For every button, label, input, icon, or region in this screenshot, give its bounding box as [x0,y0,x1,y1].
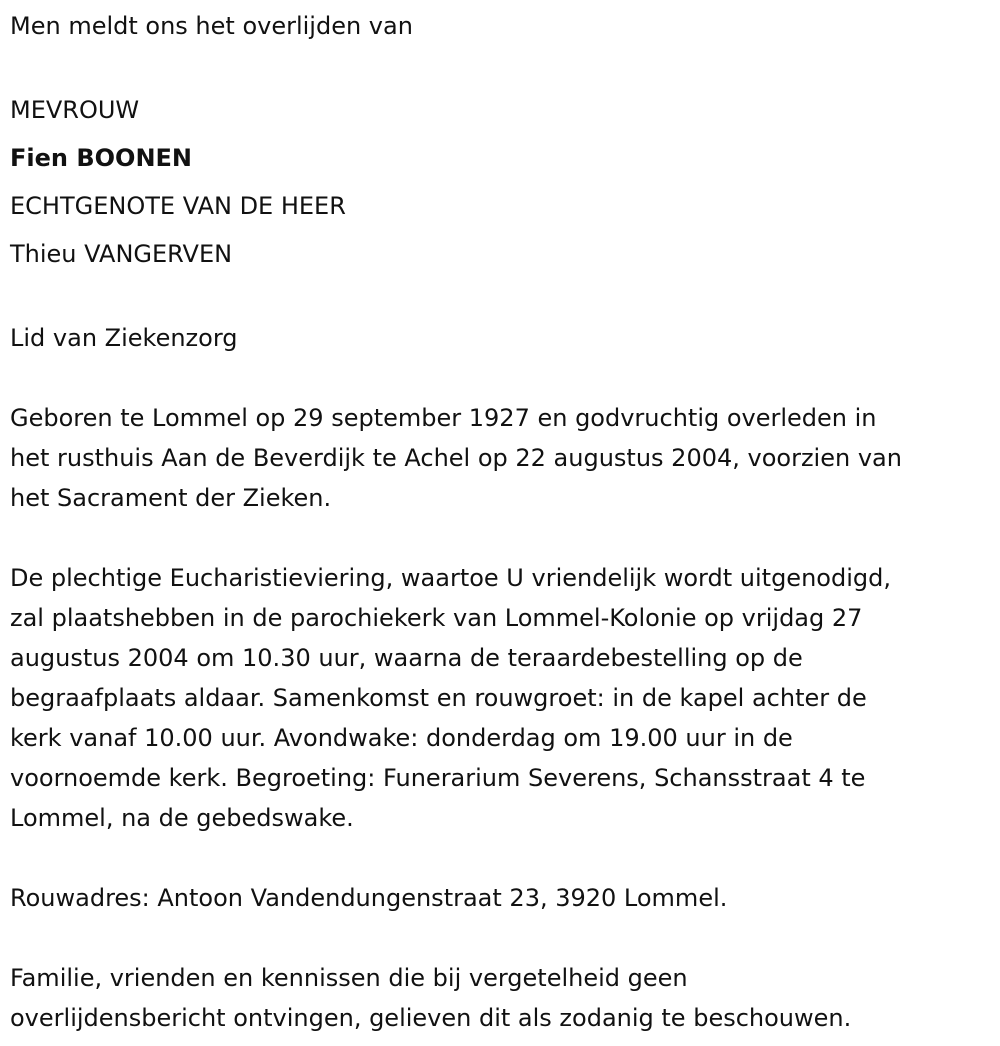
paragraph-line: De plechtige Eucharistieviering, waartoe U vriendelijk wordt uitgenodigd, [10,564,891,592]
paragraph-line: overlijdensbericht ontvingen, gelieven dit als zodanig te beschouwen. [10,1004,852,1032]
closing-paragraph [10,958,995,1038]
title-text: MEVROUW [10,96,140,124]
paragraph-line: voornoemde kerk. Begroeting: Funerarium Severens, Schansstraat 4 te [10,764,866,792]
deceased-name: Fien BOONEN [10,144,193,172]
paragraph-line: Familie, vrienden en kennissen die bij vergetelheid geen [10,964,688,992]
spacer [10,358,1000,398]
paragraph-line: augustus 2004 om 10.30 uur, waarna de teraardebestelling op de [10,644,803,672]
spacer [10,518,1000,558]
birth-death-paragraph [10,398,995,518]
paragraph-line: begraafplaats aldaar. Samenkomst en rouwgroet: in de kapel achter de [10,684,867,712]
spouse-name: Thieu VANGERVEN [10,240,233,268]
paragraph-line: het rusthuis Aan de Beverdijk te Achel op 22 augustus 2004, voorzien van [10,444,902,472]
membership-text: Lid van Ziekenzorg [10,324,238,352]
paragraph-line: zal plaatshebben in de parochiekerk van Lommel-Kolonie op vrijdag 27 [10,604,863,632]
spacer [10,918,1000,958]
mourning-address: Rouwadres: Antoon Vandendungenstraat 23, 3920 Lommel. [10,884,728,912]
intro-text: Men meldt ons het overlijden van [10,12,413,40]
paragraph-line: kerk vanaf 10.00 uur. Avondwake: donderdag om 19.00 uur in de [10,724,793,752]
spacer [10,838,1000,878]
spacer [10,46,1000,86]
spouse-label: ECHTGENOTE VAN DE HEER [10,192,346,220]
spacer [10,278,1000,318]
paragraph-line: Geboren te Lommel op 29 september 1927 en godvruchtig overleden in [10,404,877,432]
paragraph-line: Lommel, na de gebedswake. [10,804,354,832]
service-paragraph [10,558,995,838]
paragraph-line: het Sacrament der Zieken. [10,484,332,512]
